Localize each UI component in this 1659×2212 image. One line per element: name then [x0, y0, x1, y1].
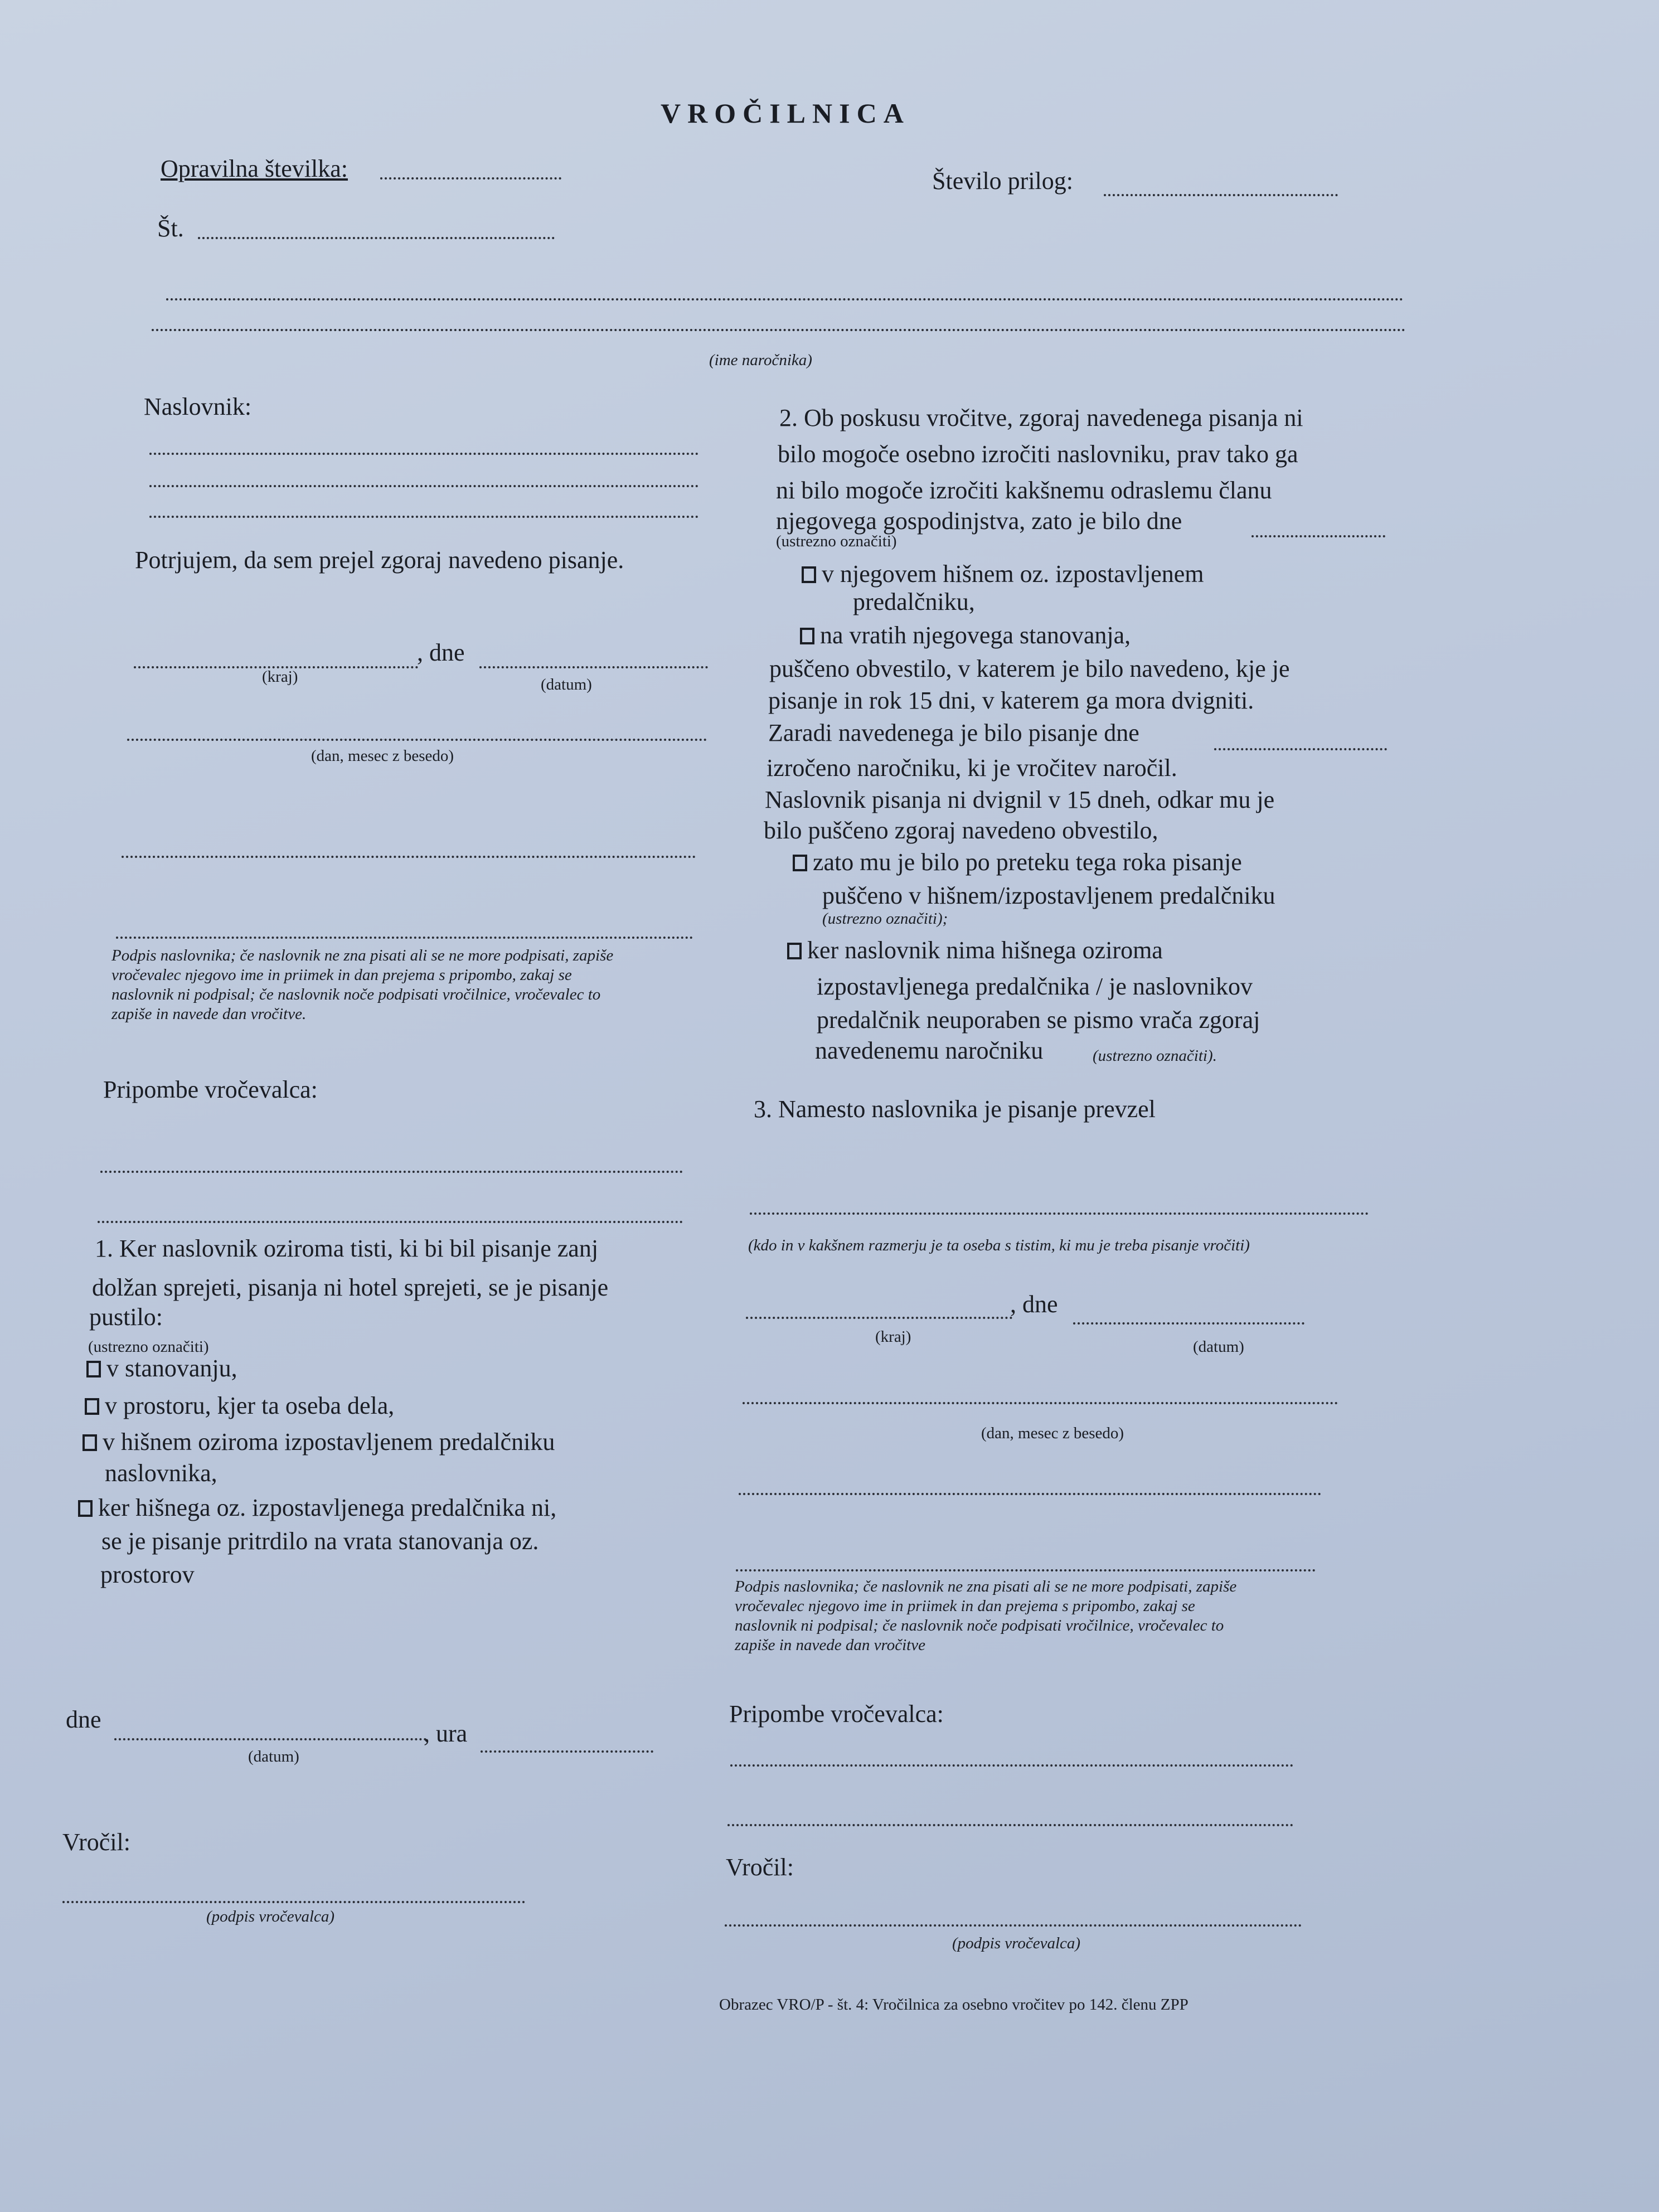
section-2-date-field[interactable]: [1251, 535, 1385, 537]
recipient-substitute-field[interactable]: [750, 1212, 1369, 1215]
day-month-caption: (dan, mesec z besedo): [311, 747, 454, 765]
right-option-returned[interactable]: [787, 937, 1163, 965]
delivered-by-label: Vročil:: [62, 1828, 130, 1856]
addressee-line-2[interactable]: [149, 485, 698, 487]
right-option-mailbox[interactable]: [802, 560, 1204, 589]
right-signature-note-3: naslovnik ni podpisal; če naslovnik noče podpisati vročilnice, vročevalec to: [735, 1617, 1224, 1634]
signature-note-2: vročevalec njegovo ime in priimek in dan prejema s pripombo, zakaj se: [111, 966, 572, 984]
left-option-door-cont-1: se je pisanje pritrdilo na vrata stanovanja oz.: [101, 1527, 539, 1555]
notice-text-5: Naslovnik pisanja ni dvignil v 15 dneh, odkar mu je: [765, 786, 1275, 813]
right-courier-signature-caption: (podpis vročevalca): [952, 1934, 1081, 1952]
notice-text-2: pisanje in rok 15 dni, v katerem ga mora dvigniti.: [768, 687, 1254, 714]
left-date-label: dne: [66, 1706, 101, 1733]
right-signature-note-1: Podpis naslovnika; če naslovnik ne zna pisati ali se ne more podpisati, zapiše: [735, 1578, 1237, 1595]
checkbox-icon[interactable]: [787, 943, 802, 959]
right-signature-line-1[interactable]: [739, 1493, 1321, 1495]
mark-applicable-caption-right-2: (ustrezno označiti);: [822, 910, 948, 928]
mark-applicable-caption-right-3: (ustrezno označiti).: [1093, 1047, 1217, 1065]
date-field[interactable]: [479, 666, 708, 668]
notice-text-1: puščeno obvestilo, v katerem je bilo navedeno, kje je: [769, 655, 1290, 682]
courier-signature-caption: (podpis vročevalca): [206, 1908, 335, 1925]
checkbox-icon[interactable]: [86, 1361, 101, 1377]
right-date-label: , dne: [1010, 1291, 1058, 1318]
client-name-line-1[interactable]: [166, 298, 1404, 300]
right-option-left-in-mailbox-cont: puščeno v hišnem/izpostavljenem predalčniku: [822, 882, 1275, 909]
client-name-line-2[interactable]: [152, 329, 1406, 331]
section-2-line-3: ni bilo mogoče izročiti kakšnemu odraslemu članu: [776, 477, 1272, 504]
right-option-mailbox-label: v njegovem hišnem oz. izpostavljenem: [822, 560, 1204, 588]
left-option-apartment-label: v stanovanju,: [106, 1355, 237, 1382]
right-option-left-in-mailbox[interactable]: [793, 848, 1242, 877]
checkbox-icon[interactable]: [83, 1434, 97, 1451]
left-option-door-cont-2: prostorov: [100, 1561, 195, 1588]
confirmation-text: Potrjujem, da sem prejel zgoraj navedeno pisanje.: [135, 546, 624, 574]
section-2-line-1: 2. Ob poskusu vročitve, zgoraj navedenega pisanja ni: [779, 404, 1303, 431]
case-number-field[interactable]: [380, 177, 561, 180]
right-delivered-by-label: Vročil:: [726, 1854, 794, 1881]
right-option-left-in-mailbox-label: zato mu je bilo po preteku tega roka pisanje: [813, 848, 1242, 876]
right-option-returned-cont-2: predalčnik neuporaben se pismo vrača zgoraj: [817, 1006, 1260, 1034]
right-place-caption: (kraj): [875, 1328, 911, 1346]
right-signature-line-2[interactable]: [736, 1569, 1316, 1571]
mark-applicable-caption-right: (ustrezno označiti): [776, 532, 897, 550]
right-option-door-label: na vratih njegovega stanovanja,: [820, 622, 1131, 649]
number-label: Št.: [157, 215, 184, 242]
section-2-line-4: njegovega gospodinjstva, zato je bilo dne: [776, 507, 1182, 535]
right-day-month-field[interactable]: [743, 1402, 1338, 1404]
section-2-line-2: bilo mogoče osebno izročiti naslovniku, prav tako ga: [778, 440, 1298, 468]
section-3-heading: 3. Namesto naslovnika je pisanje prevzel: [754, 1095, 1156, 1123]
checkbox-icon[interactable]: [78, 1500, 93, 1517]
day-month-field[interactable]: [127, 739, 707, 741]
left-option-mailbox[interactable]: [83, 1428, 555, 1457]
left-option-workplace-label: v prostoru, kjer ta oseba dela,: [105, 1392, 395, 1419]
return-date-field[interactable]: [1214, 748, 1387, 750]
right-option-mailbox-cont: predalčniku,: [853, 588, 975, 615]
left-date-caption: (datum): [248, 1748, 299, 1765]
notice-text-6: bilo puščeno zgoraj navedeno obvestilo,: [764, 817, 1158, 844]
right-courier-remarks-line-2[interactable]: [727, 1824, 1293, 1826]
left-option-workplace[interactable]: [85, 1392, 394, 1420]
left-option-door[interactable]: [78, 1494, 556, 1522]
courier-remarks-label: Pripombe vročevalca:: [103, 1076, 318, 1103]
left-option-apartment[interactable]: [86, 1355, 237, 1383]
time-label: , ura: [424, 1720, 468, 1747]
checkbox-icon[interactable]: [800, 628, 814, 644]
signature-line-1[interactable]: [122, 856, 696, 858]
mark-applicable-caption-left: (ustrezno označiti): [88, 1338, 209, 1356]
right-date-caption: (datum): [1193, 1338, 1244, 1356]
time-field[interactable]: [481, 1750, 653, 1753]
right-option-returned-cont-3: navedenemu naročniku: [815, 1037, 1044, 1064]
attachments-field[interactable]: [1104, 194, 1338, 196]
addressee-line-3[interactable]: [149, 516, 698, 518]
right-option-returned-cont-1: izpostavljenega predalčnika / je naslovnikov: [817, 973, 1253, 1000]
case-number-label: Opravilna številka:: [161, 155, 348, 182]
signature-note-3: naslovnik ni podpisal; če naslovnik noče podpisati vročilnice, vročevalec to: [111, 986, 601, 1003]
form-title: VROČILNICA: [661, 98, 910, 129]
right-place-field[interactable]: [746, 1317, 1012, 1319]
right-signature-note-4: zapiše in navede dan vročitve: [735, 1636, 925, 1654]
client-name-caption: (ime naročnika): [709, 351, 812, 369]
left-option-door-label: ker hišnega oz. izpostavljenega predalčnika ni,: [98, 1494, 557, 1521]
section-1-line-2: dolžan sprejeti, pisanja ni hotel sprejeti, se je pisanje: [92, 1274, 609, 1301]
left-option-mailbox-label: v hišnem oziroma izpostavljenem predalčniku: [103, 1428, 555, 1456]
checkbox-icon[interactable]: [793, 855, 807, 871]
right-option-door[interactable]: [800, 622, 1131, 650]
courier-remarks-line-1[interactable]: [100, 1171, 683, 1173]
section-1-line-1: 1. Ker naslovnik oziroma tisti, ki bi bil pisanje zanj: [95, 1235, 599, 1262]
left-date-field[interactable]: [114, 1738, 426, 1740]
left-option-mailbox-cont: naslovnika,: [105, 1459, 217, 1487]
right-courier-signature-field[interactable]: [725, 1924, 1302, 1927]
addressee-line-1[interactable]: [149, 453, 698, 455]
signature-note-1: Podpis naslovnika; če naslovnik ne zna pisati ali se ne more podpisati, zapiše: [111, 947, 614, 964]
right-signature-note-2: vročevalec njegovo ime in priimek in dan prejema s pripombo, zakaj se: [735, 1597, 1195, 1615]
form-footer: Obrazec VRO/P - št. 4: Vročilnica za osebno vročitev po 142. členu ZPP: [719, 1996, 1189, 2014]
right-courier-remarks-line-1[interactable]: [730, 1764, 1293, 1767]
place-caption: (kraj): [262, 668, 298, 686]
right-option-returned-label: ker naslovnik nima hišnega oziroma: [807, 937, 1163, 964]
recipient-substitute-caption: (kdo in v kakšnem razmerju je ta oseba s tistim, ki mu je treba pisanje vročiti): [748, 1236, 1250, 1254]
attachments-label: Število prilog:: [932, 167, 1073, 195]
notice-text-4: izročeno naročniku, ki je vročitev naročil.: [767, 754, 1177, 782]
addressee-label: Naslovnik:: [144, 393, 252, 420]
date-caption: (datum): [541, 676, 592, 693]
right-courier-remarks-label: Pripombe vročevalca:: [729, 1700, 944, 1728]
signature-line-2[interactable]: [116, 937, 693, 939]
date-label: , dne: [417, 639, 465, 666]
signature-note-4: zapiše in navede dan vročitve.: [111, 1005, 307, 1023]
right-date-field[interactable]: [1073, 1322, 1304, 1325]
courier-remarks-line-2[interactable]: [98, 1221, 683, 1223]
notice-text-3: Zaradi navedenega je bilo pisanje dne: [768, 719, 1139, 746]
right-day-month-caption: (dan, mesec z besedo): [981, 1424, 1124, 1442]
checkbox-icon[interactable]: [802, 566, 816, 583]
section-1-line-3: pustilo:: [89, 1303, 163, 1331]
courier-signature-field[interactable]: [62, 1901, 525, 1903]
number-field[interactable]: [198, 237, 555, 239]
checkbox-icon[interactable]: [85, 1398, 99, 1415]
